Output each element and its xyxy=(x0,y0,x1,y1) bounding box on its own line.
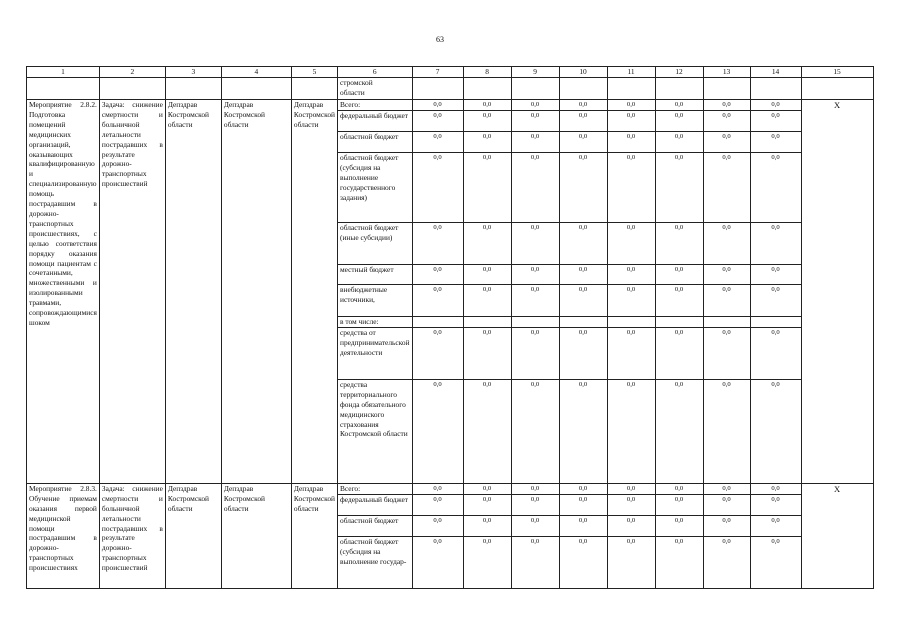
continuation-row xyxy=(27,78,874,100)
page-number: 63 xyxy=(436,35,444,44)
funding-source-cell: областной бюджет (субсидия на выполнение государственного задания) xyxy=(338,153,413,223)
funding-source-cell: местный бюджет xyxy=(338,265,413,285)
value-cell: 0,0 xyxy=(607,223,655,265)
value-cell: 0,0 xyxy=(412,153,463,223)
column-header: 1 xyxy=(27,67,100,78)
column-header: 6 xyxy=(338,67,413,78)
value-cell: 0,0 xyxy=(655,100,703,111)
value-cell: 0,0 xyxy=(559,100,607,111)
value-cell: 0,0 xyxy=(559,153,607,223)
value-cell: 0,0 xyxy=(607,515,655,536)
executor-cell: Депздрав Костромской области xyxy=(165,483,221,588)
value-cell: 0,0 xyxy=(703,223,750,265)
value-cell: 0,0 xyxy=(559,223,607,265)
value-cell: 0,0 xyxy=(412,265,463,285)
value-cell: 0,0 xyxy=(412,483,463,494)
value-cell: 0,0 xyxy=(607,265,655,285)
value-cell: 0,0 xyxy=(655,153,703,223)
column-header: 12 xyxy=(655,67,703,78)
value-cell: 0,0 xyxy=(463,223,511,265)
value-cell: 0,0 xyxy=(703,536,750,588)
value-cell: 0,0 xyxy=(703,483,750,494)
value-cell: 0,0 xyxy=(412,285,463,317)
value-cell: 0,0 xyxy=(559,132,607,153)
value-cell: 0,0 xyxy=(750,515,801,536)
table-row xyxy=(27,483,874,494)
value-cell: 0,0 xyxy=(412,111,463,132)
value-cell: 0,0 xyxy=(703,153,750,223)
value-cell: 0,0 xyxy=(511,153,559,223)
funding-source-cell: внебюджетные источники, xyxy=(338,285,413,317)
table-row xyxy=(27,100,874,111)
empty-cell xyxy=(801,78,873,100)
empty-cell xyxy=(463,78,511,100)
value-cell: 0,0 xyxy=(607,536,655,588)
value-cell: 0,0 xyxy=(463,153,511,223)
value-cell: 0,0 xyxy=(750,111,801,132)
value-cell: 0,0 xyxy=(463,327,511,379)
value-cell: 0,0 xyxy=(412,515,463,536)
empty-cell xyxy=(655,78,703,100)
value-cell: 0,0 xyxy=(655,515,703,536)
value-cell: 0,0 xyxy=(607,379,655,483)
value-cell: 0,0 xyxy=(750,379,801,483)
value-cell: 0,0 xyxy=(655,285,703,317)
value-cell: 0,0 xyxy=(559,494,607,515)
value-cell: 0,0 xyxy=(559,536,607,588)
value-cell: 0,0 xyxy=(463,536,511,588)
value-cell: 0,0 xyxy=(511,379,559,483)
column-header: 2 xyxy=(99,67,165,78)
column-header: 9 xyxy=(511,67,559,78)
coexecutor-cell: Депздрав Костромской области xyxy=(221,483,291,588)
value-cell: 0,0 xyxy=(750,494,801,515)
funding-source-cell: средства от предпринимательской деятельности xyxy=(338,327,413,379)
value-cell: 0,0 xyxy=(607,483,655,494)
empty-cell xyxy=(511,78,559,100)
continuation-cell: стромской области xyxy=(338,78,413,100)
value-cell: 0,0 xyxy=(463,132,511,153)
value-cell xyxy=(559,317,607,328)
value-cell xyxy=(750,317,801,328)
value-cell xyxy=(655,317,703,328)
agency-cell: Депздрав Костромской области xyxy=(291,483,337,588)
value-cell: 0,0 xyxy=(412,494,463,515)
value-cell xyxy=(607,317,655,328)
empty-cell xyxy=(27,78,100,100)
value-cell: 0,0 xyxy=(655,223,703,265)
value-cell: 0,0 xyxy=(750,285,801,317)
empty-cell xyxy=(607,78,655,100)
value-cell: 0,0 xyxy=(559,515,607,536)
event-cell: Мероприятие 2.8.3. Обучение приемам оказания первой медицинской помощи пострадавшим в дорожно-транспортных происшествиях xyxy=(27,483,100,588)
value-cell: 0,0 xyxy=(511,132,559,153)
value-cell: 0,0 xyxy=(511,515,559,536)
funding-source-cell: областной бюджет xyxy=(338,132,413,153)
empty-cell xyxy=(291,78,337,100)
funding-source-cell: федеральный бюджет xyxy=(338,111,413,132)
value-cell: 0,0 xyxy=(655,494,703,515)
value-cell: 0,0 xyxy=(655,327,703,379)
empty-cell xyxy=(750,78,801,100)
task-cell: Задача: снижение смертности и больничной летальности пострадавших в результате дорожно-транспортных происшествий xyxy=(99,483,165,588)
column-header: 3 xyxy=(165,67,221,78)
budget-table xyxy=(26,66,874,589)
value-cell: 0,0 xyxy=(559,285,607,317)
value-cell: 0,0 xyxy=(703,515,750,536)
value-cell: 0,0 xyxy=(511,327,559,379)
value-cell: 0,0 xyxy=(463,100,511,111)
empty-cell xyxy=(221,78,291,100)
empty-cell xyxy=(165,78,221,100)
event-cell: Мероприятие 2.8.2. Подготовка помещений медицинских организаций, оказывающих квалифицированную и специализированную помощь пострадавшим в дорожно-транспортных происшествиях, с целью соответствия порядку оказания помощи пациентам с сочетанными, множественными и изолированными травмами, сопровождающимися шоком xyxy=(27,100,100,484)
task-cell: Задача: снижение смертности и больничной летальности пострадавших в результате дорожно-транспортных происшествий xyxy=(99,100,165,484)
value-cell: 0,0 xyxy=(703,285,750,317)
value-cell: 0,0 xyxy=(559,483,607,494)
column-header: 10 xyxy=(559,67,607,78)
value-cell: 0,0 xyxy=(703,132,750,153)
value-cell xyxy=(703,317,750,328)
value-cell: 0,0 xyxy=(703,379,750,483)
value-cell: 0,0 xyxy=(607,153,655,223)
funding-source-cell: областной бюджет (иные субсидии) xyxy=(338,223,413,265)
empty-cell xyxy=(412,78,463,100)
empty-cell xyxy=(703,78,750,100)
value-cell: 0,0 xyxy=(511,223,559,265)
value-cell: 0,0 xyxy=(703,265,750,285)
funding-source-cell: Всего: xyxy=(338,483,413,494)
value-cell: 0,0 xyxy=(412,132,463,153)
funding-source-cell: федеральный бюджет xyxy=(338,494,413,515)
value-cell: 0,0 xyxy=(412,379,463,483)
mark-cell: X xyxy=(801,100,873,484)
column-header: 7 xyxy=(412,67,463,78)
column-header: 5 xyxy=(291,67,337,78)
value-cell: 0,0 xyxy=(750,132,801,153)
value-cell: 0,0 xyxy=(607,327,655,379)
executor-cell: Депздрав Костромской области xyxy=(165,100,221,484)
value-cell: 0,0 xyxy=(463,265,511,285)
column-header: 11 xyxy=(607,67,655,78)
value-cell: 0,0 xyxy=(750,265,801,285)
value-cell: 0,0 xyxy=(607,494,655,515)
column-header: 4 xyxy=(221,67,291,78)
coexecutor-cell: Депздрав Костромской области xyxy=(221,100,291,484)
value-cell: 0,0 xyxy=(559,379,607,483)
value-cell: 0,0 xyxy=(655,111,703,132)
value-cell: 0,0 xyxy=(703,327,750,379)
value-cell: 0,0 xyxy=(511,285,559,317)
value-cell: 0,0 xyxy=(511,536,559,588)
value-cell: 0,0 xyxy=(511,494,559,515)
agency-cell: Депздрав Костромской области xyxy=(291,100,337,484)
mark-cell: X xyxy=(801,483,873,588)
value-cell: 0,0 xyxy=(703,494,750,515)
column-header: 15 xyxy=(801,67,873,78)
value-cell: 0,0 xyxy=(412,100,463,111)
empty-cell xyxy=(99,78,165,100)
value-cell: 0,0 xyxy=(655,265,703,285)
value-cell: 0,0 xyxy=(559,265,607,285)
value-cell: 0,0 xyxy=(655,132,703,153)
value-cell: 0,0 xyxy=(412,327,463,379)
value-cell xyxy=(463,317,511,328)
value-cell: 0,0 xyxy=(655,379,703,483)
value-cell: 0,0 xyxy=(463,494,511,515)
column-header: 13 xyxy=(703,67,750,78)
value-cell: 0,0 xyxy=(511,483,559,494)
value-cell: 0,0 xyxy=(463,379,511,483)
value-cell: 0,0 xyxy=(703,111,750,132)
value-cell: 0,0 xyxy=(655,536,703,588)
value-cell: 0,0 xyxy=(750,153,801,223)
value-cell: 0,0 xyxy=(511,265,559,285)
value-cell: 0,0 xyxy=(463,515,511,536)
value-cell: 0,0 xyxy=(559,327,607,379)
value-cell: 0,0 xyxy=(412,536,463,588)
value-cell: 0,0 xyxy=(750,483,801,494)
value-cell: 0,0 xyxy=(750,223,801,265)
column-header: 8 xyxy=(463,67,511,78)
funding-source-cell: областной бюджет xyxy=(338,515,413,536)
value-cell: 0,0 xyxy=(607,100,655,111)
value-cell: 0,0 xyxy=(750,327,801,379)
value-cell: 0,0 xyxy=(463,483,511,494)
value-cell: 0,0 xyxy=(750,100,801,111)
value-cell: 0,0 xyxy=(750,536,801,588)
value-cell: 0,0 xyxy=(412,223,463,265)
value-cell: 0,0 xyxy=(607,132,655,153)
value-cell xyxy=(412,317,463,328)
value-cell: 0,0 xyxy=(703,100,750,111)
value-cell: 0,0 xyxy=(607,285,655,317)
funding-source-cell: Всего: xyxy=(338,100,413,111)
value-cell: 0,0 xyxy=(655,483,703,494)
value-cell: 0,0 xyxy=(607,111,655,132)
value-cell: 0,0 xyxy=(511,111,559,132)
funding-source-cell: средства территориального фонда обязательного медицинского страхования Костромской области xyxy=(338,379,413,483)
value-cell: 0,0 xyxy=(463,111,511,132)
value-cell: 0,0 xyxy=(511,100,559,111)
value-cell: 0,0 xyxy=(559,111,607,132)
empty-cell xyxy=(559,78,607,100)
value-cell xyxy=(511,317,559,328)
header-row xyxy=(27,67,874,78)
column-header: 14 xyxy=(750,67,801,78)
funding-source-cell: в том числе: xyxy=(338,317,413,328)
value-cell: 0,0 xyxy=(463,285,511,317)
funding-source-cell: областной бюджет (субсидия на выполнение государ- xyxy=(338,536,413,588)
